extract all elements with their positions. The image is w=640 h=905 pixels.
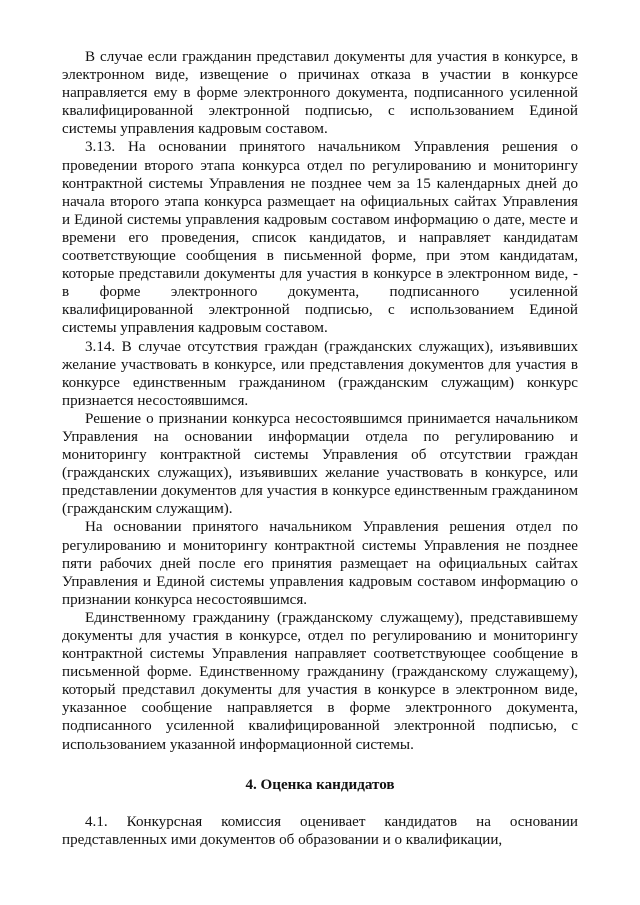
paragraph-4-1: 4.1. Конкурсная комиссия оценивает кандидатов на основании представленных ими документов об образовании и о квалификации, — [62, 813, 578, 848]
paragraph-publication-failed-contest: На основании принятого начальником Управления решения отдел по регулированию и мониторингу контрактной системы Управления не позднее пяти рабочих дней после его принятия размещает на официальных сайтах Управления и Единой системы управления кадровым составом информацию о признании конкурса несостоявшимся. — [62, 519, 578, 608]
section-heading: 4. Оценка кандидатов — [245, 776, 395, 793]
paragraph-3-14: 3.14. В случае отсутствия граждан (гражданских служащих), изъявивших желание участвовать в конкурсе, или представления документов для участия в конкурсе единственным гражданином (гражданским служащим) конкурс признается несостоявшимся. — [62, 338, 578, 409]
paragraph-3-13: 3.13. На основании принятого начальником Управления решения о проведении второго этапа конкурса отдел по регулированию и мониторингу контрактной системы Управления не позднее чем за 15 календарных дней до начала второго этапа конкурса размещает на официальных сайтах Управления и Единой системы управления кадровым составом информацию о дате, месте и времени его проведения, список кандидатов, и направляет кандидатам соответствующие сообщения в письменной форме, при этом кандидатам, которые представили документы для участия в конкурсе в электронном виде, - в форме электронного документа, подписанного усиленной квалифицированной электронной подписью, с использованием Единой системы управления кадровым составом. — [62, 139, 578, 337]
paragraph-electronic-refusal: В случае если гражданин представил документы для участия в конкурсе, в электронном виде, извещение о причинах отказа в участии в конкурсе направляется ему в форме электронного документа, подписанного усиленной квалифицированной электронной подписью, с использованием Единой системы управления кадровым составом. — [62, 49, 578, 138]
document-page — [62, 48, 578, 849]
paragraph-decision-failed-contest: Решение о признании конкурса несостоявшимся принимается начальником Управления на основании информации отдела по регулированию и мониторингу контрактной системы Управления об отсутствии граждан (гражданских служащих), изъявивших желание участвовать в конкурсе, или представлении документов для участия в конкурсе единственным гражданином (гражданским служащим). — [62, 410, 578, 518]
paragraph-single-candidate-notice: Единственному гражданину (гражданскому служащему), представившему документы для участия в конкурсе, отдел по регулированию и мониторингу контрактной системы Управления направляет соответствующее сообщение в письменной форме. Единственному гражданину (гражданскому служащему), который представил документы для участия в конкурсе в электронном виде, указанное сообщение направляется в форме электронного документа, подписанного усиленной квалифицированной электронной подписью, с использованием указанной информационной системы. — [62, 609, 578, 753]
